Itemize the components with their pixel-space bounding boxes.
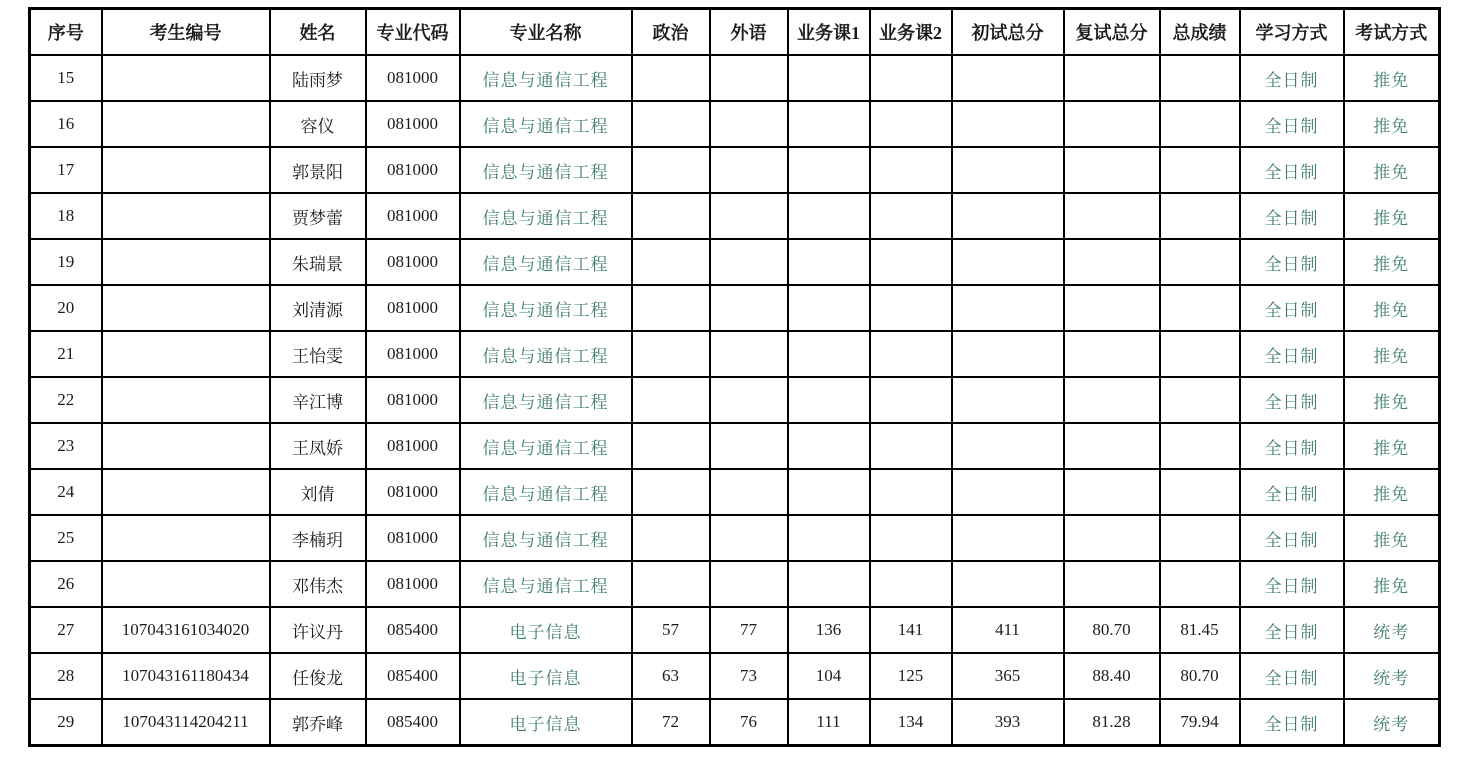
cell-total_score: [1160, 285, 1240, 331]
cell-course2: [870, 239, 952, 285]
cell-study_mode: 全日制: [1240, 423, 1344, 469]
table-row: [30, 101, 1440, 147]
table-row: [30, 423, 1440, 469]
cell-politics: [632, 147, 710, 193]
cell-major_name: 信息与通信工程: [460, 469, 632, 515]
column-header-course2: 业务课2: [870, 9, 952, 56]
cell-candidate_id: [102, 377, 270, 423]
cell-name: 许议丹: [270, 607, 366, 653]
cell-course1: 136: [788, 607, 870, 653]
cell-study_mode: 全日制: [1240, 331, 1344, 377]
cell-politics: 63: [632, 653, 710, 699]
cell-foreign_lang: 77: [710, 607, 788, 653]
cell-course1: [788, 469, 870, 515]
cell-course1: [788, 147, 870, 193]
cell-exam_mode: 推免: [1344, 377, 1440, 423]
cell-candidate_id: [102, 561, 270, 607]
cell-retest_total: 81.28: [1064, 699, 1160, 746]
column-header-study_mode: 学习方式: [1240, 9, 1344, 56]
cell-no: 21: [30, 331, 102, 377]
table-row: [30, 607, 1440, 653]
cell-retest_total: [1064, 561, 1160, 607]
cell-politics: [632, 193, 710, 239]
column-header-foreign_lang: 外语: [710, 9, 788, 56]
cell-politics: [632, 55, 710, 101]
cell-exam_mode: 推免: [1344, 331, 1440, 377]
cell-no: 17: [30, 147, 102, 193]
cell-course2: [870, 285, 952, 331]
cell-exam_mode: 推免: [1344, 561, 1440, 607]
cell-course2: [870, 469, 952, 515]
cell-candidate_id: [102, 469, 270, 515]
cell-major_name: 电子信息: [460, 653, 632, 699]
cell-retest_total: 80.70: [1064, 607, 1160, 653]
cell-exam_mode: 统考: [1344, 653, 1440, 699]
table-row: [30, 147, 1440, 193]
cell-exam_mode: 统考: [1344, 699, 1440, 746]
column-header-major_code: 专业代码: [366, 9, 460, 56]
table-row: [30, 193, 1440, 239]
table-row: [30, 653, 1440, 699]
column-header-course1: 业务课1: [788, 9, 870, 56]
cell-initial_total: [952, 101, 1064, 147]
cell-name: 王怡雯: [270, 331, 366, 377]
cell-name: 邓伟杰: [270, 561, 366, 607]
cell-course1: [788, 193, 870, 239]
cell-politics: [632, 285, 710, 331]
cell-exam_mode: 推免: [1344, 147, 1440, 193]
cell-initial_total: 365: [952, 653, 1064, 699]
cell-politics: [632, 423, 710, 469]
cell-total_score: 80.70: [1160, 653, 1240, 699]
cell-study_mode: 全日制: [1240, 699, 1344, 746]
cell-study_mode: 全日制: [1240, 239, 1344, 285]
cell-major_name: 信息与通信工程: [460, 55, 632, 101]
cell-major_code: 081000: [366, 515, 460, 561]
cell-candidate_id: [102, 193, 270, 239]
cell-retest_total: [1064, 285, 1160, 331]
cell-candidate_id: 107043161034020: [102, 607, 270, 653]
cell-major_name: 信息与通信工程: [460, 331, 632, 377]
cell-course1: [788, 515, 870, 561]
cell-exam_mode: 推免: [1344, 285, 1440, 331]
cell-major_code: 081000: [366, 239, 460, 285]
cell-course2: [870, 55, 952, 101]
cell-major_name: 信息与通信工程: [460, 377, 632, 423]
cell-foreign_lang: [710, 239, 788, 285]
table-row: [30, 469, 1440, 515]
cell-retest_total: [1064, 193, 1160, 239]
cell-initial_total: [952, 561, 1064, 607]
cell-politics: [632, 469, 710, 515]
cell-foreign_lang: 73: [710, 653, 788, 699]
column-header-no: 序号: [30, 9, 102, 56]
cell-no: 18: [30, 193, 102, 239]
cell-no: 28: [30, 653, 102, 699]
cell-politics: [632, 377, 710, 423]
cell-exam_mode: 推免: [1344, 423, 1440, 469]
cell-exam_mode: 推免: [1344, 101, 1440, 147]
cell-initial_total: 393: [952, 699, 1064, 746]
table-row: [30, 239, 1440, 285]
cell-retest_total: [1064, 101, 1160, 147]
cell-no: 22: [30, 377, 102, 423]
column-header-exam_mode: 考试方式: [1344, 9, 1440, 56]
cell-total_score: 79.94: [1160, 699, 1240, 746]
cell-initial_total: 411: [952, 607, 1064, 653]
cell-initial_total: [952, 469, 1064, 515]
cell-foreign_lang: [710, 561, 788, 607]
cell-major_code: 081000: [366, 561, 460, 607]
cell-candidate_id: [102, 147, 270, 193]
cell-exam_mode: 推免: [1344, 469, 1440, 515]
cell-major_name: 信息与通信工程: [460, 423, 632, 469]
cell-course1: [788, 55, 870, 101]
cell-course1: [788, 561, 870, 607]
cell-course1: 104: [788, 653, 870, 699]
cell-no: 29: [30, 699, 102, 746]
cell-total_score: [1160, 469, 1240, 515]
cell-retest_total: [1064, 331, 1160, 377]
cell-no: 20: [30, 285, 102, 331]
cell-major_name: 信息与通信工程: [460, 147, 632, 193]
cell-study_mode: 全日制: [1240, 653, 1344, 699]
cell-initial_total: [952, 515, 1064, 561]
cell-no: 15: [30, 55, 102, 101]
cell-major_name: 信息与通信工程: [460, 515, 632, 561]
cell-major_name: 信息与通信工程: [460, 285, 632, 331]
cell-foreign_lang: [710, 377, 788, 423]
cell-course1: [788, 285, 870, 331]
cell-course2: [870, 561, 952, 607]
table-row: [30, 377, 1440, 423]
cell-retest_total: [1064, 423, 1160, 469]
cell-no: 26: [30, 561, 102, 607]
cell-course1: [788, 101, 870, 147]
cell-politics: [632, 561, 710, 607]
cell-major_code: 081000: [366, 147, 460, 193]
cell-no: 23: [30, 423, 102, 469]
cell-no: 16: [30, 101, 102, 147]
cell-foreign_lang: [710, 147, 788, 193]
cell-initial_total: [952, 331, 1064, 377]
cell-major_name: 信息与通信工程: [460, 193, 632, 239]
cell-study_mode: 全日制: [1240, 469, 1344, 515]
cell-candidate_id: [102, 55, 270, 101]
cell-initial_total: [952, 55, 1064, 101]
cell-name: 李楠玥: [270, 515, 366, 561]
cell-initial_total: [952, 285, 1064, 331]
cell-course2: 125: [870, 653, 952, 699]
cell-total_score: [1160, 55, 1240, 101]
cell-candidate_id: [102, 285, 270, 331]
cell-exam_mode: 推免: [1344, 239, 1440, 285]
cell-course1: [788, 239, 870, 285]
cell-total_score: [1160, 423, 1240, 469]
cell-politics: [632, 331, 710, 377]
table-row: [30, 55, 1440, 101]
cell-name: 陆雨梦: [270, 55, 366, 101]
cell-initial_total: [952, 377, 1064, 423]
table-row: [30, 699, 1440, 746]
cell-foreign_lang: [710, 101, 788, 147]
cell-name: 郭乔峰: [270, 699, 366, 746]
cell-total_score: [1160, 239, 1240, 285]
cell-major_code: 081000: [366, 377, 460, 423]
cell-name: 容仪: [270, 101, 366, 147]
cell-initial_total: [952, 193, 1064, 239]
column-header-major_name: 专业名称: [460, 9, 632, 56]
cell-candidate_id: [102, 331, 270, 377]
cell-study_mode: 全日制: [1240, 515, 1344, 561]
cell-total_score: 81.45: [1160, 607, 1240, 653]
cell-total_score: [1160, 101, 1240, 147]
cell-retest_total: [1064, 147, 1160, 193]
cell-initial_total: [952, 423, 1064, 469]
cell-total_score: [1160, 515, 1240, 561]
table-row: [30, 561, 1440, 607]
cell-name: 辛江博: [270, 377, 366, 423]
cell-total_score: [1160, 147, 1240, 193]
cell-course1: [788, 423, 870, 469]
column-header-candidate_id: 考生编号: [102, 9, 270, 56]
cell-course2: [870, 331, 952, 377]
cell-candidate_id: [102, 423, 270, 469]
cell-exam_mode: 推免: [1344, 193, 1440, 239]
cell-name: 刘倩: [270, 469, 366, 515]
column-header-name: 姓名: [270, 9, 366, 56]
cell-politics: 72: [632, 699, 710, 746]
cell-study_mode: 全日制: [1240, 561, 1344, 607]
cell-major_name: 信息与通信工程: [460, 239, 632, 285]
cell-retest_total: [1064, 515, 1160, 561]
cell-name: 王凤娇: [270, 423, 366, 469]
cell-exam_mode: 统考: [1344, 607, 1440, 653]
cell-politics: [632, 515, 710, 561]
cell-course2: [870, 101, 952, 147]
cell-course1: [788, 331, 870, 377]
cell-foreign_lang: [710, 55, 788, 101]
cell-course2: 134: [870, 699, 952, 746]
cell-course2: [870, 423, 952, 469]
cell-study_mode: 全日制: [1240, 147, 1344, 193]
cell-retest_total: [1064, 239, 1160, 285]
cell-no: 25: [30, 515, 102, 561]
cell-foreign_lang: [710, 285, 788, 331]
table-row: [30, 515, 1440, 561]
cell-major_code: 085400: [366, 607, 460, 653]
cell-no: 27: [30, 607, 102, 653]
cell-name: 朱瑞景: [270, 239, 366, 285]
cell-foreign_lang: [710, 193, 788, 239]
cell-foreign_lang: [710, 515, 788, 561]
column-header-politics: 政治: [632, 9, 710, 56]
cell-candidate_id: [102, 515, 270, 561]
cell-candidate_id: 107043114204211: [102, 699, 270, 746]
cell-major_code: 085400: [366, 699, 460, 746]
table-row: [30, 285, 1440, 331]
cell-total_score: [1160, 331, 1240, 377]
cell-course2: [870, 147, 952, 193]
cell-foreign_lang: [710, 469, 788, 515]
cell-major_code: 081000: [366, 55, 460, 101]
cell-politics: [632, 239, 710, 285]
cell-initial_total: [952, 239, 1064, 285]
cell-retest_total: 88.40: [1064, 653, 1160, 699]
cell-major_code: 081000: [366, 101, 460, 147]
cell-retest_total: [1064, 55, 1160, 101]
cell-major_code: 081000: [366, 285, 460, 331]
cell-study_mode: 全日制: [1240, 377, 1344, 423]
admission-score-table: [28, 7, 1441, 747]
cell-major_code: 081000: [366, 331, 460, 377]
cell-course2: [870, 377, 952, 423]
cell-major_name: 电子信息: [460, 607, 632, 653]
cell-politics: [632, 101, 710, 147]
cell-major_code: 081000: [366, 193, 460, 239]
cell-name: 任俊龙: [270, 653, 366, 699]
cell-retest_total: [1064, 377, 1160, 423]
cell-exam_mode: 推免: [1344, 515, 1440, 561]
cell-no: 19: [30, 239, 102, 285]
column-header-retest_total: 复试总分: [1064, 9, 1160, 56]
cell-study_mode: 全日制: [1240, 55, 1344, 101]
cell-major_code: 085400: [366, 653, 460, 699]
cell-study_mode: 全日制: [1240, 285, 1344, 331]
cell-no: 24: [30, 469, 102, 515]
cell-study_mode: 全日制: [1240, 607, 1344, 653]
cell-course2: [870, 515, 952, 561]
cell-study_mode: 全日制: [1240, 101, 1344, 147]
cell-candidate_id: 107043161180434: [102, 653, 270, 699]
cell-initial_total: [952, 147, 1064, 193]
cell-name: 刘清源: [270, 285, 366, 331]
cell-name: 贾梦蕾: [270, 193, 366, 239]
cell-major_name: 信息与通信工程: [460, 561, 632, 607]
cell-candidate_id: [102, 101, 270, 147]
table-body: [30, 55, 1440, 746]
cell-course2: [870, 193, 952, 239]
header-row: [30, 9, 1440, 56]
cell-name: 郭景阳: [270, 147, 366, 193]
cell-total_score: [1160, 561, 1240, 607]
cell-study_mode: 全日制: [1240, 193, 1344, 239]
cell-politics: 57: [632, 607, 710, 653]
cell-candidate_id: [102, 239, 270, 285]
cell-exam_mode: 推免: [1344, 55, 1440, 101]
cell-course1: 111: [788, 699, 870, 746]
column-header-total_score: 总成绩: [1160, 9, 1240, 56]
cell-course1: [788, 377, 870, 423]
cell-total_score: [1160, 377, 1240, 423]
cell-major_name: 电子信息: [460, 699, 632, 746]
table-row: [30, 331, 1440, 377]
cell-total_score: [1160, 193, 1240, 239]
cell-major_name: 信息与通信工程: [460, 101, 632, 147]
cell-major_code: 081000: [366, 469, 460, 515]
table-header: [30, 9, 1440, 56]
cell-major_code: 081000: [366, 423, 460, 469]
cell-foreign_lang: [710, 331, 788, 377]
cell-retest_total: [1064, 469, 1160, 515]
cell-foreign_lang: 76: [710, 699, 788, 746]
cell-foreign_lang: [710, 423, 788, 469]
column-header-initial_total: 初试总分: [952, 9, 1064, 56]
cell-course2: 141: [870, 607, 952, 653]
